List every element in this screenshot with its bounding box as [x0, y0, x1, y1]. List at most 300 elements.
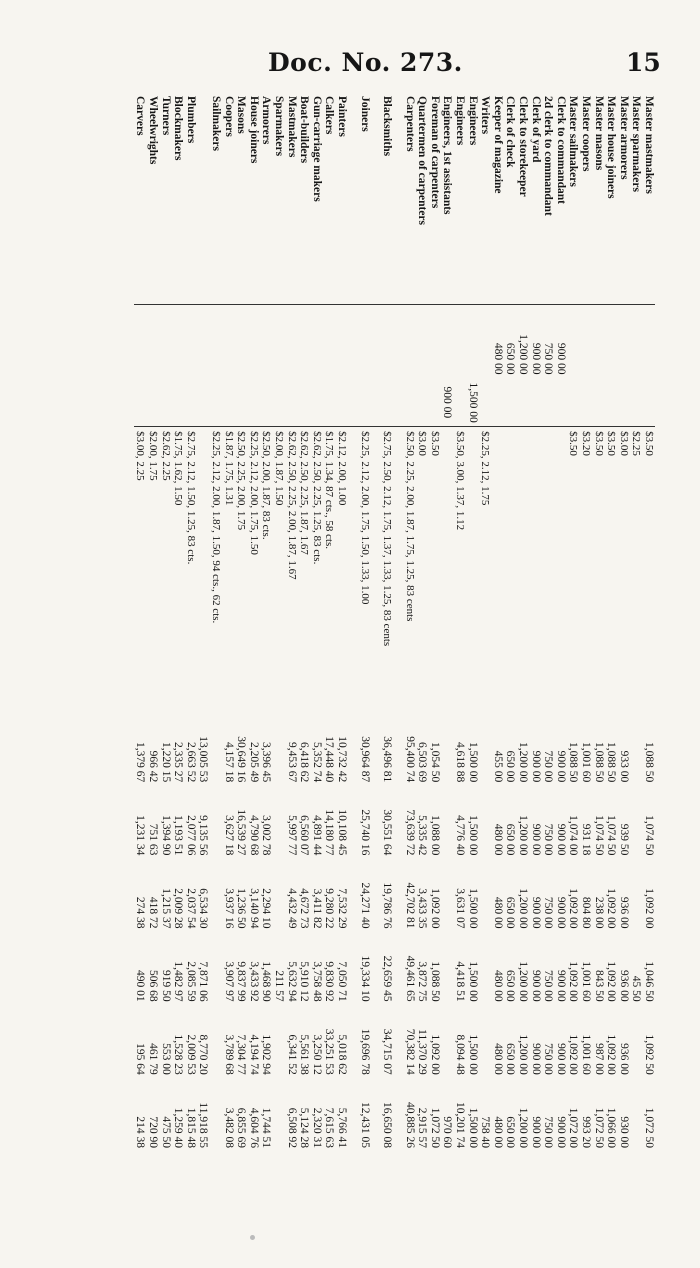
cell-c5: 1,902 94 — [260, 1034, 273, 1075]
cell-count — [592, 379, 605, 427]
cell-count — [529, 379, 542, 427]
cell-c5: 7,304 77 — [235, 1034, 248, 1075]
cell-c2: 30,551 64 — [381, 809, 394, 856]
cell-c1: 6,418 62 — [298, 742, 311, 783]
table-row — [642, 92, 655, 1152]
cell-c5 — [479, 1006, 492, 1079]
cell-c5: 1,092 00 — [605, 1034, 618, 1075]
cell-count — [172, 379, 185, 427]
cell-count — [272, 379, 285, 427]
cell-c2: 1,200 00 — [517, 815, 530, 856]
cell-c4: 45 50 — [630, 975, 643, 1002]
table-row — [466, 92, 479, 1152]
cell-c4: 1,468 90 — [260, 961, 273, 1002]
cell-annual — [358, 304, 371, 378]
cell-c5: 33,251 53 — [323, 1028, 336, 1075]
table-row — [567, 92, 580, 1152]
cell-c5: 480 00 — [491, 1043, 504, 1075]
cell-annual — [235, 304, 248, 378]
cell-c1: 6,503 69 — [416, 742, 429, 783]
cell-occupation: Master mastmakers — [642, 92, 655, 304]
table-row — [479, 92, 492, 1152]
cell-rate: $3.50 — [592, 427, 605, 714]
cell-c6: 7,615 63 — [323, 1107, 336, 1148]
cell-annual — [466, 304, 479, 378]
cell-c5: 650 00 — [504, 1043, 517, 1075]
cell-c5: 5,561 38 — [298, 1034, 311, 1075]
cell-annual — [371, 304, 381, 378]
cell-annual — [260, 304, 273, 378]
cell-annual — [134, 304, 147, 378]
cell-rate: $1.75, 1.62, 1.50 — [172, 427, 185, 714]
cell-c5: 1,001 60 — [580, 1034, 593, 1075]
cell-annual — [393, 304, 403, 378]
cell-c1: 1,200 00 — [517, 742, 530, 783]
cell-rate: $2.25, 2.12, 2.00, 1.87, 1.50, 94 cts., 62 cts. — [209, 427, 222, 714]
cell-occupation: Master sailmakers — [567, 92, 580, 304]
cell-occupation: Foreman of carpenters — [428, 92, 441, 304]
cell-annual — [172, 304, 185, 378]
cell-c3: 238 00 — [592, 896, 605, 929]
cell-rate: $2.50, 2.25, 2.00, 1.87, 1.75, 1.25, 83 cents — [403, 427, 416, 714]
cell-c2: 4,891 44 — [310, 815, 323, 856]
cell-rate: $2.62, 2.50, 2.25, 2.00, 1.87, 1.67 — [285, 427, 298, 714]
cell-c1: 4,157 18 — [222, 742, 235, 783]
cell-c1 — [348, 713, 358, 786]
paper-speck — [250, 1235, 255, 1240]
cell-c6: 2,320 31 — [310, 1107, 323, 1148]
cell-c5: 553 00 — [159, 1043, 172, 1075]
cell-c2: 650 00 — [504, 823, 517, 856]
cell-c5: 8,770 20 — [197, 1034, 210, 1075]
cell-c4: 900 00 — [529, 970, 542, 1002]
cell-c1: 2,335 27 — [172, 742, 185, 783]
cell-c1: 4,618 88 — [454, 742, 467, 783]
cell-c6: 1,072 50 — [592, 1107, 605, 1148]
cell-c4: 5,910 12 — [298, 961, 311, 1002]
cell-c2 — [630, 786, 643, 859]
cell-occupation: Engineers — [454, 92, 467, 304]
cell-c3 — [371, 859, 381, 932]
cell-rate: $2.75, 2.50, 2.12, 1.75, 1.37, 1.33, 1.25, 83 cents — [381, 427, 394, 714]
cell-annual — [197, 304, 210, 378]
cell-count — [358, 379, 371, 427]
cell-occupation: Masons — [235, 92, 248, 304]
cell-annual: 900 00 — [529, 342, 542, 375]
cell-count — [554, 379, 567, 427]
cell-c1: 1,054 50 — [428, 742, 441, 783]
cell-c6: 12,431 05 — [358, 1102, 371, 1148]
cell-c4: 4,418 51 — [454, 961, 467, 1002]
cell-c6: 5,124 28 — [298, 1107, 311, 1148]
cell-c4: 1,200 00 — [517, 961, 530, 1002]
cell-annual: 650 00 — [504, 342, 517, 375]
cell-annual — [428, 304, 441, 378]
cell-c3: 3,937 16 — [222, 888, 235, 929]
table-row — [134, 92, 147, 1152]
cell-c1 — [630, 713, 643, 786]
cell-c4 — [209, 933, 222, 1006]
rotated-table-container — [45, 92, 655, 1152]
cell-c2: 751 63 — [147, 823, 160, 856]
cell-c5 — [209, 1006, 222, 1079]
cell-c5: 70,382 14 — [403, 1028, 416, 1075]
cell-rate: $2.00, 1.75 — [146, 427, 159, 714]
cell-c2: 900 00 — [554, 823, 567, 856]
cell-c1: 2,205 49 — [247, 742, 260, 783]
cell-c3: 2,037 54 — [184, 888, 197, 929]
cell-c1: 3,396 45 — [260, 742, 273, 783]
table-row — [403, 92, 416, 1152]
cell-c3: 2,009 28 — [172, 888, 185, 929]
cell-annual — [247, 304, 260, 378]
cell-rate: $2.75, 2.12, 1.50, 1.25, 83 cts. — [184, 427, 197, 714]
cell-occupation: Quartermen of carpenters — [416, 92, 429, 304]
cell-rate: $2.62, 2.50, 2.25, 1.25, 83 cts. — [310, 427, 323, 714]
wages-table-body — [134, 92, 655, 1152]
cell-c4: 750 00 — [542, 970, 555, 1002]
cell-rate: $2.00, 1.87, 1.50 — [272, 427, 285, 714]
cell-rate — [371, 427, 381, 714]
cell-occupation: Clerk of yard — [529, 92, 542, 304]
cell-occupation: Clerk to storekeeper — [516, 92, 529, 304]
cell-c1: 5,352 74 — [310, 742, 323, 783]
cell-c3: 9,280 22 — [323, 888, 336, 929]
cell-annual: 1,200 00 — [517, 334, 530, 375]
cell-c2: 6,560 07 — [298, 815, 311, 856]
cell-c4: 490 01 — [134, 970, 147, 1002]
cell-c1 — [272, 713, 285, 786]
table-row — [235, 92, 248, 1152]
table-row — [371, 92, 381, 1152]
cell-annual — [454, 304, 467, 378]
cell-rate — [393, 427, 403, 714]
cell-c5: 936 00 — [617, 1043, 630, 1075]
cell-annual — [272, 304, 285, 378]
table-row — [348, 92, 358, 1152]
table-row — [323, 92, 336, 1152]
cell-c3: 900 00 — [529, 896, 542, 929]
cell-c5: 195 64 — [134, 1043, 147, 1075]
table-row — [529, 92, 542, 1152]
cell-c5: 6,341 52 — [285, 1034, 298, 1075]
cell-rate — [466, 427, 479, 714]
cell-c6: 16,650 08 — [381, 1102, 394, 1148]
cell-c3 — [393, 859, 403, 932]
table-row — [605, 92, 618, 1152]
cell-rate: $2.62, 2.25 — [159, 427, 172, 714]
cell-c3: 3,631 07 — [454, 888, 467, 929]
cell-c4 — [479, 933, 492, 1006]
cell-occupation: Gun-carriage makers — [310, 92, 323, 304]
cell-c3: 1,092 00 — [605, 888, 618, 929]
cell-c2: 480 00 — [491, 823, 504, 856]
cell-occupation: Carvers — [134, 92, 147, 304]
cell-c1: 1,088 50 — [605, 742, 618, 783]
cell-count — [454, 379, 467, 427]
cell-occupation: Clerk to commandant — [554, 92, 567, 304]
cell-c2 — [209, 786, 222, 859]
cell-c4: 3,907 97 — [222, 961, 235, 1002]
cell-count — [630, 379, 643, 427]
cell-c2: 4,776 40 — [454, 815, 467, 856]
cell-c6: 1,815 48 — [184, 1107, 197, 1148]
cell-occupation — [348, 92, 358, 304]
cell-annual — [159, 304, 172, 378]
cell-occupation: Master house joiners — [605, 92, 618, 304]
cell-c6: 1,744 51 — [260, 1107, 273, 1148]
table-row — [358, 92, 371, 1152]
table-row — [393, 92, 403, 1152]
cell-c1: 1,001 60 — [580, 742, 593, 783]
cell-occupation — [197, 92, 210, 304]
cell-c4 — [348, 933, 358, 1006]
cell-c1: 900 00 — [529, 750, 542, 783]
table-row — [428, 92, 441, 1152]
table-row — [272, 92, 285, 1152]
cell-rate: $3.00 — [416, 427, 429, 714]
cell-c6: 720 90 — [147, 1116, 160, 1148]
cell-c5: 900 00 — [554, 1043, 567, 1075]
cell-c4: 49,461 65 — [403, 955, 416, 1002]
cell-occupation: Painters — [335, 92, 348, 304]
cell-c1: 30,649 16 — [235, 736, 248, 783]
cell-c4: 3,758 48 — [310, 961, 323, 1002]
cell-c1: 2,663 52 — [184, 742, 197, 783]
cell-c4: 1,046 50 — [643, 961, 655, 1002]
cell-c4: 7,871 06 — [197, 961, 210, 1002]
cell-c6: 900 00 — [554, 1116, 567, 1148]
cell-c4: 843 50 — [592, 970, 605, 1002]
cell-c3: 1,092 00 — [567, 888, 580, 929]
cell-count — [381, 379, 394, 427]
table-row — [285, 92, 298, 1152]
cell-annual — [416, 304, 429, 378]
cell-rate: $2.25, 2.12, 1.75 — [479, 427, 492, 714]
table-row — [592, 92, 605, 1152]
cell-count — [479, 379, 492, 427]
cell-c3: 3,140 94 — [247, 888, 260, 929]
cell-rate: $3.50, 3.00, 1.37, 1.12 — [454, 427, 467, 714]
cell-c2: 1,394 90 — [159, 815, 172, 856]
cell-c6: 1,259 40 — [172, 1107, 185, 1148]
cell-c2: 3,002 78 — [260, 815, 273, 856]
cell-c2 — [348, 786, 358, 859]
cell-c3: 480 00 — [491, 896, 504, 929]
cell-c3: 2,294 10 — [260, 888, 273, 929]
cell-c4: 650 00 — [504, 970, 517, 1002]
table-row — [222, 92, 235, 1152]
cell-c3: 750 00 — [542, 896, 555, 929]
cell-c2: 1,074 50 — [643, 815, 655, 856]
cell-c2 — [479, 786, 492, 859]
cell-occupation — [371, 92, 381, 304]
table-row — [441, 92, 454, 1152]
cell-c2: 1,074 50 — [592, 815, 605, 856]
cell-c3: 936 00 — [617, 896, 630, 929]
cell-c5: 1,092 00 — [567, 1034, 580, 1075]
cell-c4: 919 50 — [159, 970, 172, 1002]
cell-c4: 1,482 97 — [172, 961, 185, 1002]
cell-c2: 14,180 77 — [323, 809, 336, 856]
cell-c2 — [371, 786, 381, 859]
cell-c4: 480 00 — [491, 970, 504, 1002]
cell-occupation: Plumbers — [184, 92, 197, 304]
cell-rate: $2.50, 2.00, 1.87, 83 cts. — [260, 427, 273, 714]
cell-c2: 1,500 00 — [466, 815, 479, 856]
cell-c1: 13,005 53 — [197, 736, 210, 783]
cell-c6 — [371, 1079, 381, 1152]
cell-occupation: Carpenters — [403, 92, 416, 304]
cell-occupation: Sparmakers — [272, 92, 285, 304]
cell-c5: 3,250 12 — [310, 1034, 323, 1075]
cell-c2: 5,335 42 — [416, 815, 429, 856]
cell-c2: 1,074 50 — [605, 815, 618, 856]
cell-occupation: Writers — [479, 92, 492, 304]
cell-c6: 930 00 — [617, 1116, 630, 1148]
cell-c6: 214 38 — [134, 1116, 147, 1148]
cell-c1: 1,220 15 — [159, 742, 172, 783]
cell-occupation: Master masons — [592, 92, 605, 304]
cell-c6: 40,885 26 — [403, 1102, 416, 1148]
cell-annual — [335, 304, 348, 378]
cell-c6: 650 00 — [504, 1116, 517, 1148]
cell-occupation: House joiners — [247, 92, 260, 304]
cell-c3 — [441, 859, 454, 932]
cell-occupation: Calkers — [323, 92, 336, 304]
cell-c5: 8,094 48 — [454, 1034, 467, 1075]
cell-c6: 3,482 08 — [222, 1107, 235, 1148]
cell-occupation: Wheelwrights — [146, 92, 159, 304]
cell-count — [222, 379, 235, 427]
cell-rate: $3.00 — [617, 427, 630, 714]
table-row — [630, 92, 643, 1152]
cell-c6: 1,200 00 — [517, 1107, 530, 1148]
table-row — [298, 92, 311, 1152]
cell-annual — [381, 304, 394, 378]
cell-c1: 95,400 74 — [403, 736, 416, 783]
cell-count — [310, 379, 323, 427]
cell-c5: 461 79 — [147, 1043, 160, 1075]
cell-c4: 2,085 59 — [184, 961, 197, 1002]
cell-c2: 3,627 18 — [222, 815, 235, 856]
cell-annual — [403, 304, 416, 378]
cell-rate: $3.50 — [567, 427, 580, 714]
cell-c4: 5,632 94 — [285, 961, 298, 1002]
cell-c4: 3,872 75 — [416, 961, 429, 1002]
cell-c2: 1,074 00 — [567, 815, 580, 856]
cell-c4: 7,050 71 — [335, 961, 348, 1002]
cell-count — [197, 379, 210, 427]
cell-c3 — [348, 859, 358, 932]
cell-rate — [441, 427, 454, 714]
cell-count — [323, 379, 336, 427]
cell-c3: 4,432 49 — [285, 888, 298, 929]
cell-c6: 6,855 69 — [235, 1107, 248, 1148]
document-title: Doc. No. 273. — [268, 48, 463, 77]
cell-c6: 2,915 57 — [416, 1107, 429, 1148]
cell-c3: 418 72 — [147, 896, 160, 929]
table-row — [381, 92, 394, 1152]
cell-c3: 42,702 81 — [403, 882, 416, 929]
cell-c2: 939 50 — [617, 823, 630, 856]
cell-count — [298, 379, 311, 427]
cell-c3: 3,411 82 — [310, 888, 323, 929]
cell-count — [605, 379, 618, 427]
cell-c5: 1,092 00 — [428, 1034, 441, 1075]
cell-c4 — [393, 933, 403, 1006]
cell-occupation: Mastmakers — [285, 92, 298, 304]
cell-c3: 24,271 40 — [358, 882, 371, 929]
cell-c1: 650 00 — [504, 750, 517, 783]
cell-c5: 987 00 — [592, 1043, 605, 1075]
cell-c6: 480 00 — [491, 1116, 504, 1148]
table-row — [260, 92, 273, 1152]
cell-rate — [529, 427, 542, 714]
cell-annual: 750 00 — [542, 342, 555, 375]
cell-count — [247, 379, 260, 427]
cell-c5: 5,018 62 — [335, 1034, 348, 1075]
cell-c1: 1,500 00 — [466, 742, 479, 783]
cell-c6: 970 60 — [441, 1116, 454, 1148]
cell-rate: $1.75, 1.34, 87 cts., 58 cts. — [323, 427, 336, 714]
cell-c1: 900 00 — [554, 750, 567, 783]
cell-annual — [146, 304, 159, 378]
cell-c6 — [393, 1079, 403, 1152]
cell-c4: 9,837 99 — [235, 961, 248, 1002]
cell-c1: 1,088 50 — [643, 742, 655, 783]
table-row — [454, 92, 467, 1152]
cell-annual — [348, 304, 358, 378]
cell-c1 — [371, 713, 381, 786]
cell-c6 — [272, 1079, 285, 1152]
cell-c6 — [630, 1079, 643, 1152]
cell-occupation — [393, 92, 403, 304]
cell-c3: 1,092 00 — [428, 888, 441, 929]
cell-c6 — [209, 1079, 222, 1152]
cell-annual — [184, 304, 197, 378]
cell-rate — [348, 427, 358, 714]
cell-c3: 1,092 00 — [643, 888, 655, 929]
cell-c1: 30,964 87 — [358, 736, 371, 783]
cell-count — [642, 379, 655, 427]
table-row — [516, 92, 529, 1152]
cell-c6: 11,918 55 — [197, 1102, 210, 1148]
cell-rate: $3.20 — [579, 427, 592, 714]
cell-c1: 966 42 — [147, 750, 160, 783]
cell-c2: 73,639 72 — [403, 809, 416, 856]
cell-c6: 5,766 41 — [335, 1107, 348, 1148]
cell-count — [403, 379, 416, 427]
table-row — [554, 92, 567, 1152]
cell-c1: 933 00 — [617, 750, 630, 783]
page-number: 15 — [626, 48, 661, 77]
cell-c4: 1,092 00 — [605, 961, 618, 1002]
cell-c5: 11,370 29 — [416, 1029, 429, 1075]
page-header — [0, 48, 700, 88]
cell-occupation: Keeper of magazine — [491, 92, 504, 304]
cell-c5: 1,092 50 — [643, 1034, 655, 1075]
cell-c3: 7,532 29 — [335, 888, 348, 929]
cell-occupation: Coopers — [222, 92, 235, 304]
cell-c4: 506 68 — [147, 970, 160, 1002]
table-row — [172, 92, 185, 1152]
cell-c1: 9,453 67 — [285, 742, 298, 783]
cell-c3: 804 80 — [580, 896, 593, 929]
cell-rate: $3.00, 2.25 — [134, 427, 147, 714]
cell-c3: 274 38 — [134, 896, 147, 929]
cell-annual — [479, 304, 492, 378]
